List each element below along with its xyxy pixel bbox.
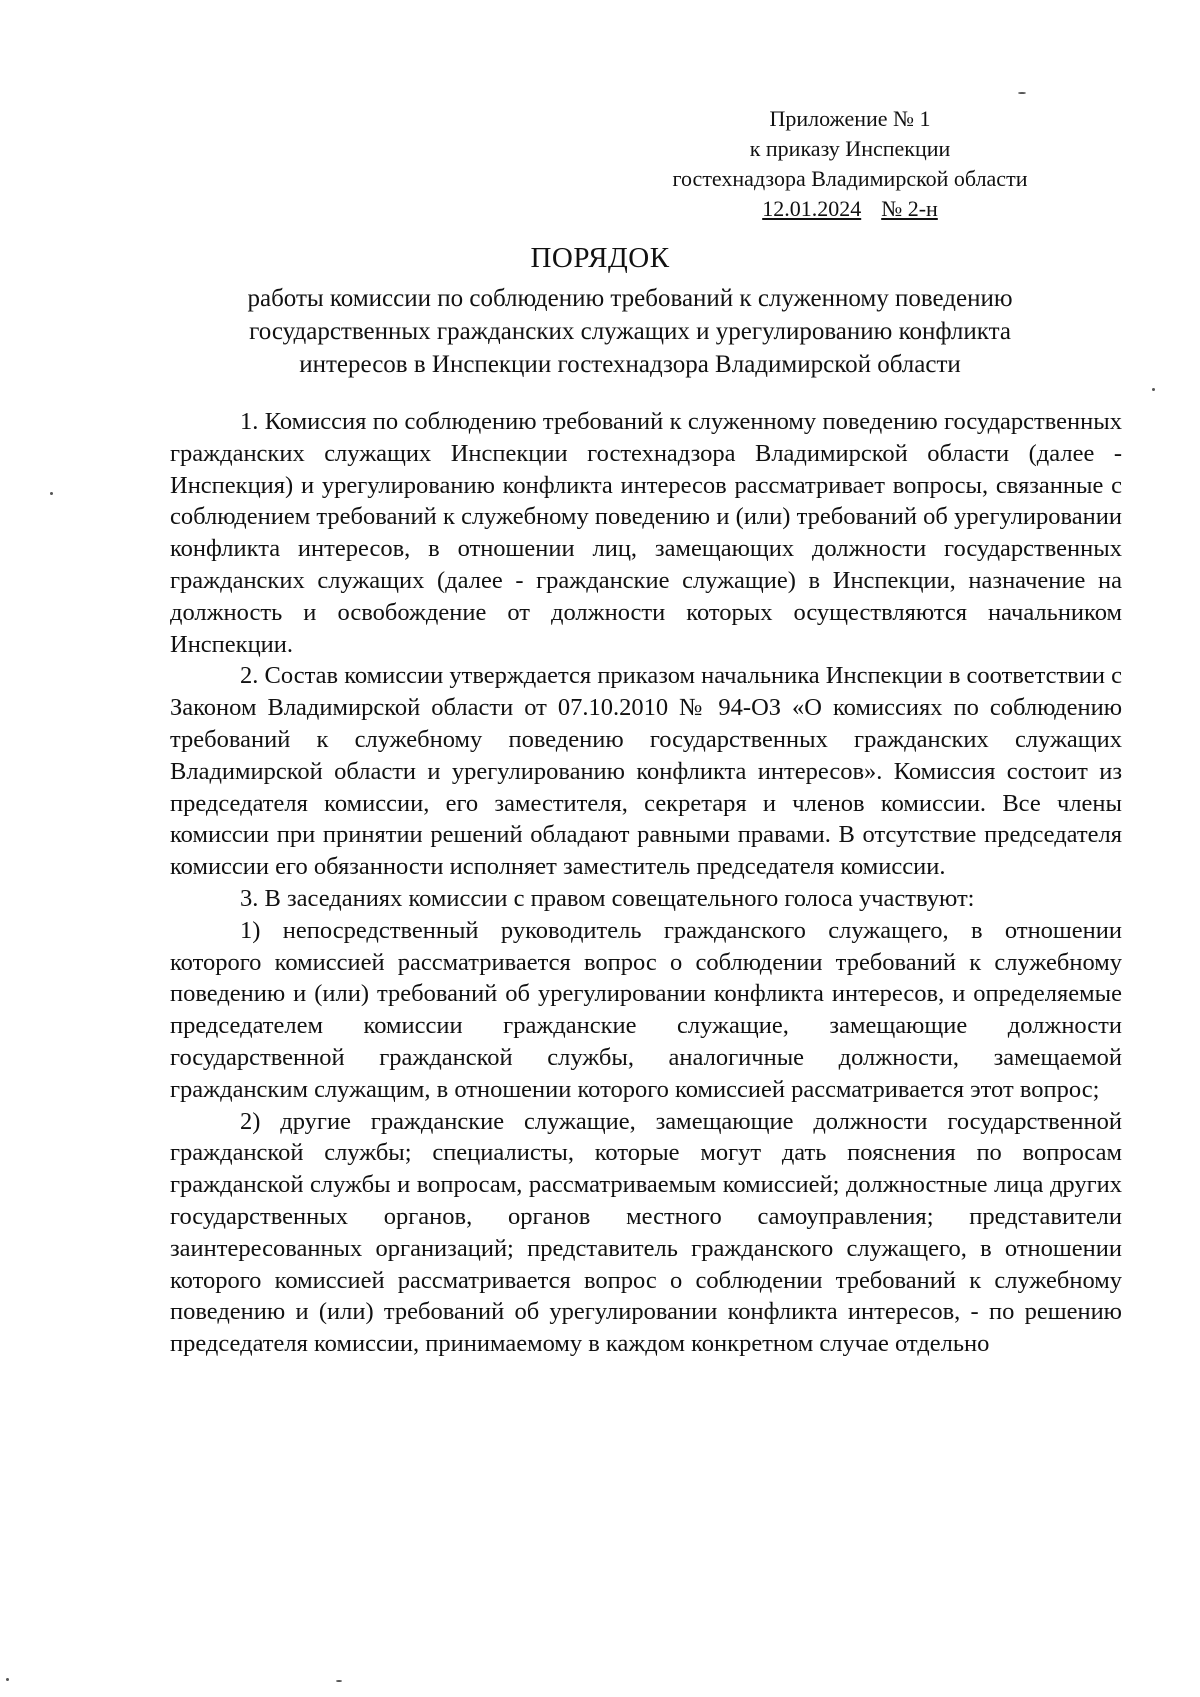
scan-speck — [1152, 388, 1155, 391]
paragraph-1: 1. Комиссия по соблюдению требований к служенному поведению государственных гражданских служащих Инспекции гостехнадзора Владимирской области (далее - Инспекция) и урегулированию конфликта интересов рассматривает вопросы, связанные с соблюдением требований к служебному поведению и (или) требований об урегулировании конфликта интересов, в отношении лиц, замещающих должности государственных гражданских служащих (далее - гражданские служащие) в Инспекции, назначение на должность и освобождение от должности которых осуществляются начальником Инспекции. — [170, 408, 1122, 658]
appendix-line-3: гостехнадзора Владимирской области — [672, 166, 1028, 191]
subtitle-line-3: интересов в Инспекции гостехнадзора Владимирской области — [299, 351, 961, 378]
subtitle-line-2: государственных гражданских служащих и урегулированию конфликта — [249, 318, 1011, 345]
paragraph-3-item-1: 1) непосредственный руководитель гражданского служащего, в отношении которого комиссией рассматривается вопрос о соблюдении требований к служебному поведению и (или) требований об урегулировании конфликта интересов, и определяемые председателем комиссии гражданские служащие, замещающие должности государственной гражданской службы, аналогичные должности, замещаемой гражданским служащим, в отношении которого комиссией рассматривается этот вопрос; — [170, 916, 1122, 1103]
document-subtitle — [190, 282, 1070, 381]
order-number: № 2-н — [881, 196, 938, 221]
paragraph-3: 3. В заседаниях комиссии с правом совещательного голоса участвуют: — [240, 884, 975, 912]
paragraph-2: 2. Состав комиссии утверждается приказом начальника Инспекции в соответствии с Законом Владимирской области от 07.10.2010 № 94-ОЗ «О комиссиях по соблюдению требований к служебному поведению государственных гражданских служащих Владимирской области и урегулированию конфликта интересов». Комиссия состоит из председателя комиссии, его заместителя, секретаря и членов комиссии. Все члены комиссии при принятии решений обладают равными правами. В отсутствие председателя комиссии его обязанности исполняет заместитель председателя комиссии. — [170, 662, 1122, 881]
document-body — [170, 406, 1122, 1360]
appendix-date-line — [640, 194, 1060, 224]
subtitle-line-1: работы комиссии по соблюдению требований к служенному поведению — [247, 285, 1013, 312]
order-date: 12.01.2024 — [762, 196, 862, 221]
document-title: ПОРЯДОК — [530, 242, 670, 274]
paragraph-3-item-2: 2) другие гражданские служащие, замещающие должности государственной гражданской службы; специалисты, которые могут дать пояснения по вопросам гражданской службы и вопросам, рассматриваемым комиссией; должностные лица других государственных органов, органов местного самоуправления; представители заинтересованных организаций; представитель гражданского служащего, в отношении которого комиссией рассматривается вопрос о соблюдении требований к служебному поведению и (или) требований об урегулировании конфликта интересов, - по решению председателя комиссии, принимаемому в каждом конкретном случае отдельно — [170, 1107, 1122, 1358]
appendix-line-2: к приказу Инспекции — [749, 136, 951, 161]
scan-speck — [1018, 92, 1026, 94]
scan-speck — [336, 1680, 342, 1682]
appendix-line-1: Приложение № 1 — [769, 106, 931, 131]
scan-speck — [6, 1678, 9, 1681]
appendix-header — [640, 104, 1060, 224]
scan-speck — [50, 492, 53, 495]
